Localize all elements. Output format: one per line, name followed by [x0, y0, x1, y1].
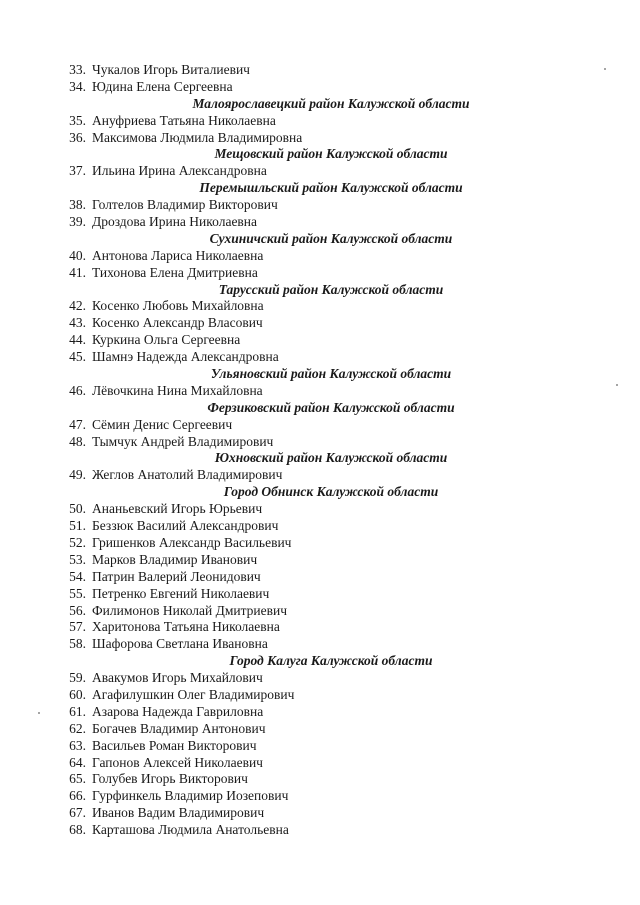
item-number: 45. [69, 349, 86, 365]
list-item [0, 197, 640, 214]
person-name: Максимова Людмила Владимировна [92, 129, 303, 145]
person-name: Лёвочкина Нина Михайловна [92, 382, 263, 398]
person-name: Ануфриева Татьяна Николаевна [92, 112, 276, 128]
list-item [0, 518, 640, 535]
list-item [0, 788, 640, 805]
list-item [0, 552, 640, 569]
item-number: 50. [69, 501, 86, 517]
item-number: 46. [69, 382, 86, 398]
list-item [0, 755, 640, 772]
list-item [0, 417, 640, 434]
item-number: 62. [69, 720, 86, 736]
list-item [0, 79, 640, 96]
list-item [0, 332, 640, 349]
list-item [0, 586, 640, 603]
scan-speck [616, 384, 618, 386]
person-name: Богачев Владимир Антонович [92, 720, 266, 736]
section-heading: Ферзиковский район Калужской области [207, 399, 455, 415]
person-name: Голубев Игорь Викторович [92, 771, 248, 787]
item-number: 34. [69, 78, 86, 94]
item-number: 35. [69, 112, 86, 128]
person-name: Юдина Елена Сергеевна [92, 78, 233, 94]
person-name: Харитонова Татьяна Николаевна [92, 619, 280, 635]
list-item [0, 738, 640, 755]
item-number: 42. [69, 298, 86, 314]
list-item [0, 721, 640, 738]
person-name: Иванов Вадим Владимирович [92, 805, 265, 821]
section-heading: Мещовский район Калужской области [214, 146, 448, 162]
person-name: Патрин Валерий Леонидович [92, 568, 261, 584]
person-name: Марков Владимир Иванович [92, 551, 258, 567]
item-number: 61. [69, 703, 86, 719]
list-item [0, 214, 640, 231]
section-heading: Тарусский район Калужской области [218, 281, 444, 297]
person-name: Агафилушкин Олег Владимирович [92, 686, 295, 702]
person-name: Филимонов Николай Дмитриевич [92, 602, 288, 618]
section-heading: Перемышльский район Калужской области [199, 180, 463, 196]
person-name: Антонова Лариса Николаевна [92, 247, 264, 263]
list-item [0, 349, 640, 366]
person-name: Беззюк Василий Александрович [92, 518, 279, 534]
list-item [0, 62, 640, 79]
person-name: Карташова Людмила Анатольевна [92, 822, 289, 838]
list-item [0, 619, 640, 636]
scan-speck [604, 68, 606, 70]
person-name: Тымчук Андрей Владимирович [92, 433, 274, 449]
item-number: 60. [69, 686, 86, 702]
person-name: Косенко Александр Власович [92, 315, 263, 331]
participant-list [0, 62, 640, 839]
list-item [0, 569, 640, 586]
list-item [0, 501, 640, 518]
person-name: Петренко Евгений Николаевич [92, 585, 270, 601]
item-number: 52. [69, 534, 86, 550]
item-number: 58. [69, 636, 86, 652]
list-item [0, 130, 640, 147]
list-item [0, 434, 640, 451]
section-heading: Город Обнинск Калужской области [223, 484, 439, 500]
list-item [0, 315, 640, 332]
list-item [0, 704, 640, 721]
person-name: Шафорова Светлана Ивановна [92, 636, 268, 652]
section-heading: Малоярославецкий район Калужской области [192, 95, 470, 111]
person-name: Куркина Ольга Сергеевна [92, 332, 241, 348]
item-number: 44. [69, 332, 86, 348]
list-item [0, 822, 640, 839]
list-item [0, 603, 640, 620]
item-number: 36. [69, 129, 86, 145]
list-item [0, 467, 640, 484]
section-heading: Сухиничский район Калужской области [209, 230, 453, 246]
list-item [0, 771, 640, 788]
person-name: Азарова Надежда Гавриловна [92, 703, 264, 719]
item-number: 53. [69, 551, 86, 567]
item-number: 65. [69, 771, 86, 787]
person-name: Васильев Роман Викторович [92, 737, 257, 753]
person-name: Гапонов Алексей Николаевич [92, 754, 263, 770]
person-name: Косенко Любовь Михайловна [92, 298, 264, 314]
section-heading: Юхновский район Калужской области [214, 450, 448, 466]
person-name: Дроздова Ирина Николаевна [92, 214, 258, 230]
item-number: 54. [69, 568, 86, 584]
item-number: 51. [69, 518, 86, 534]
list-item [0, 687, 640, 704]
list-item [0, 535, 640, 552]
section-heading: Город Калуга Калужской области [229, 653, 433, 669]
item-number: 37. [69, 163, 86, 179]
item-number: 48. [69, 433, 86, 449]
item-number: 67. [69, 805, 86, 821]
person-name: Сёмин Денис Сергеевич [92, 416, 233, 432]
list-item [0, 113, 640, 130]
person-name: Ильина Ирина Александровна [92, 163, 267, 179]
person-name: Гришенков Александр Васильевич [92, 534, 292, 550]
person-name: Ананьевский Игорь Юрьевич [92, 501, 263, 517]
list-item [0, 298, 640, 315]
item-number: 40. [69, 247, 86, 263]
item-number: 39. [69, 214, 86, 230]
item-number: 49. [69, 467, 86, 483]
item-number: 64. [69, 754, 86, 770]
item-number: 55. [69, 585, 86, 601]
list-item [0, 383, 640, 400]
list-item [0, 670, 640, 687]
person-name: Тихонова Елена Дмитриевна [92, 264, 258, 280]
list-item [0, 265, 640, 282]
item-number: 47. [69, 416, 86, 432]
item-number: 68. [69, 822, 86, 838]
item-number: 66. [69, 788, 86, 804]
item-number: 43. [69, 315, 86, 331]
list-item [0, 805, 640, 822]
person-name: Гурфинкель Владимир Иозепович [92, 788, 289, 804]
person-name: Авакумов Игорь Михайлович [92, 670, 263, 686]
item-number: 59. [69, 670, 86, 686]
item-number: 38. [69, 197, 86, 213]
person-name: Чукалов Игорь Виталиевич [92, 62, 250, 77]
person-name: Жеглов Анатолий Владимирович [92, 467, 283, 483]
list-item [0, 636, 640, 653]
item-number: 41. [69, 264, 86, 280]
person-name: Голтелов Владимир Викторович [92, 197, 278, 213]
item-number: 33. [69, 62, 86, 77]
section-heading: Ульяновский район Калужской области [210, 366, 452, 382]
person-name: Шамнэ Надежда Александровна [92, 349, 279, 365]
item-number: 63. [69, 737, 86, 753]
list-item [0, 163, 640, 180]
item-number: 57. [69, 619, 86, 635]
list-item [0, 248, 640, 265]
scan-speck [38, 712, 40, 714]
item-number: 56. [69, 602, 86, 618]
